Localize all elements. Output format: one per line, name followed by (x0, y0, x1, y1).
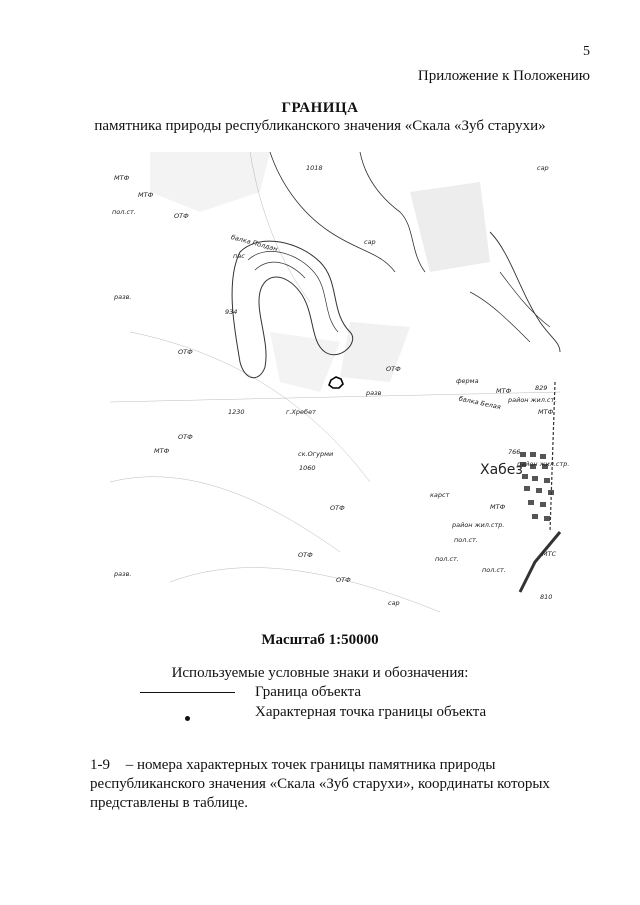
map-label: район жил.ст. (508, 396, 557, 404)
map-label: ОТФ (386, 365, 401, 373)
map-label: 766 (508, 448, 521, 456)
legend-boundary-line-symbol (140, 692, 235, 693)
points-range: 1-9 (90, 757, 110, 773)
map-label: пол.ст. (482, 566, 506, 574)
points-note (90, 756, 590, 813)
map-label: ОТФ (174, 212, 189, 220)
legend-title: Используемые условные знаки и обозначения: (171, 665, 469, 681)
map-label: МТФ (114, 174, 130, 182)
map-scale: Масштаб 1:50000 (261, 632, 379, 648)
map-label: МТФ (154, 447, 170, 455)
appendix-caption: Приложение к Положению (417, 68, 590, 84)
map-label: сар (537, 164, 549, 172)
map-label: пас (233, 252, 245, 260)
document-subtitle: памятника природы республиканского значения «Скала «Зуб старухи» (94, 118, 546, 134)
topographic-map (110, 152, 570, 622)
map-label: 934 (225, 308, 238, 316)
map-label: ферма (456, 377, 479, 385)
map-label: 1230 (228, 408, 245, 416)
map-label: МТС (542, 550, 557, 558)
map-label: г.Хребет (286, 408, 316, 416)
legend-boundary-label: Граница объекта (255, 684, 362, 700)
map-label: ОТФ (336, 576, 351, 584)
legend-point-label: Характерная точка границы объекта (255, 704, 487, 720)
map-label: разв. (114, 293, 132, 301)
map-label: МТФ (138, 191, 154, 199)
document-title: ГРАНИЦА (281, 100, 359, 116)
map-label: 829 (535, 384, 548, 392)
map-label: МТФ (496, 387, 512, 395)
map-label: 810 (540, 593, 553, 601)
map-label: балка Белая (458, 394, 502, 412)
points-note-text: – номера характерных точек границы памятника природы республиканского значения «Скала «Зуб старухи», координаты которых представлены в таблице. (90, 757, 550, 811)
map-label: ОТФ (330, 504, 345, 512)
map-label: 1060 (299, 464, 316, 472)
map-label: МТФ (538, 408, 554, 416)
map-label: разв. (114, 570, 132, 578)
map-label: ск.Огурми (298, 450, 334, 458)
map-label: разв (366, 389, 382, 397)
map-label: карст (430, 491, 450, 499)
map-label: ОТФ (178, 433, 193, 441)
map-label: сар (388, 599, 400, 607)
map-label: ОТФ (178, 348, 193, 356)
map-label-khabez: Хабез (480, 462, 523, 478)
legend-point-symbol (185, 716, 190, 721)
map-label: район жил.стр. (517, 460, 570, 468)
map-label: пол.ст. (112, 208, 136, 216)
map-label: балка Полдан (230, 233, 279, 254)
map-background (110, 152, 560, 622)
map-label: пол.ст. (435, 555, 459, 563)
map-label: пол.ст. (454, 536, 478, 544)
map-label: район жил.стр. (452, 521, 505, 529)
map-label: МТФ (490, 503, 506, 511)
map-label: сар (364, 238, 376, 246)
page-number: 5 (583, 44, 590, 59)
map-label: ОТФ (298, 551, 313, 559)
map-label: 1018 (306, 164, 323, 172)
